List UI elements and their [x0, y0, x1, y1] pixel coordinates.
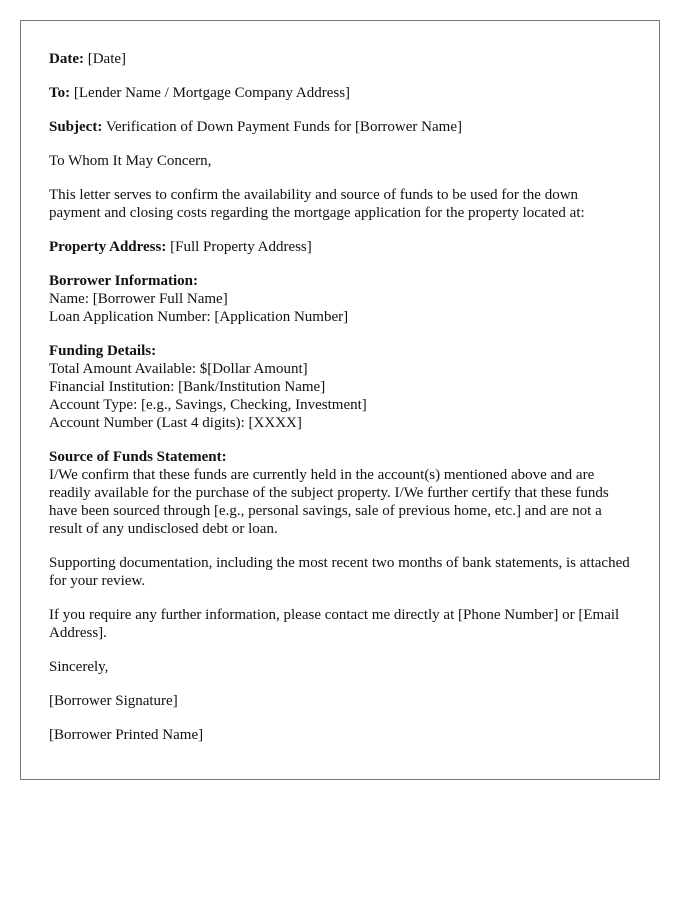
borrower-signature: [Borrower Signature]: [49, 693, 178, 709]
supporting-documentation: Supporting documentation, including the most recent two months of bank statements, is attached for your review.: [49, 555, 630, 589]
account-number: Account Number (Last 4 digits): [XXXX]: [49, 415, 302, 431]
funding-details: [49, 342, 631, 432]
source-of-funds: [49, 448, 631, 538]
property-label: Property Address:: [49, 239, 167, 255]
subject-value: Verification of Down Payment Funds for [Borrower Name]: [105, 119, 462, 135]
total-amount: Total Amount Available: $[Dollar Amount]: [49, 361, 308, 377]
source-heading: Source of Funds Statement:: [49, 449, 227, 465]
salutation: To Whom It May Concern,: [49, 153, 212, 169]
date-label: Date:: [49, 51, 84, 67]
to-value: [Lender Name / Mortgage Company Address]: [73, 85, 351, 101]
closing: Sincerely,: [49, 659, 109, 675]
contact-paragraph: If you require any further information, please contact me directly at [Phone Number] or [Email Address].: [49, 607, 620, 641]
borrower-heading: Borrower Information:: [49, 273, 199, 289]
financial-institution: Financial Institution: [Bank/Institution Name]: [49, 379, 326, 395]
loan-application-number: Loan Application Number: [Application Number]: [49, 309, 349, 325]
intro-paragraph: This letter serves to confirm the availability and source of funds to be used for the down payment and closing costs regarding the mortgage application for the property located at:: [49, 187, 585, 221]
property-address-line: [49, 238, 631, 256]
date-line: [49, 50, 631, 68]
subject-label: Subject:: [49, 119, 103, 135]
funding-heading: Funding Details:: [49, 343, 157, 359]
source-text: I/We confirm that these funds are currently held in the account(s) mentioned above and are readily available for the purchase of the subject property. I/We further certify that these funds have been sourced through [e.g., personal savings, sale of previous home, etc.] and are not a result of any undisclosed debt or loan.: [49, 467, 609, 537]
borrower-printed-name: [Borrower Printed Name]: [49, 727, 204, 743]
letter-page: [20, 20, 660, 780]
borrower-name: Name: [Borrower Full Name]: [49, 291, 228, 307]
to-label: To:: [49, 85, 71, 101]
borrower-information: [49, 272, 631, 326]
account-type: Account Type: [e.g., Savings, Checking, Investment]: [49, 397, 367, 413]
date-value: [Date]: [87, 51, 127, 67]
recipient-line: [49, 84, 631, 102]
property-value: [Full Property Address]: [170, 239, 312, 255]
subject-line: [49, 118, 631, 136]
